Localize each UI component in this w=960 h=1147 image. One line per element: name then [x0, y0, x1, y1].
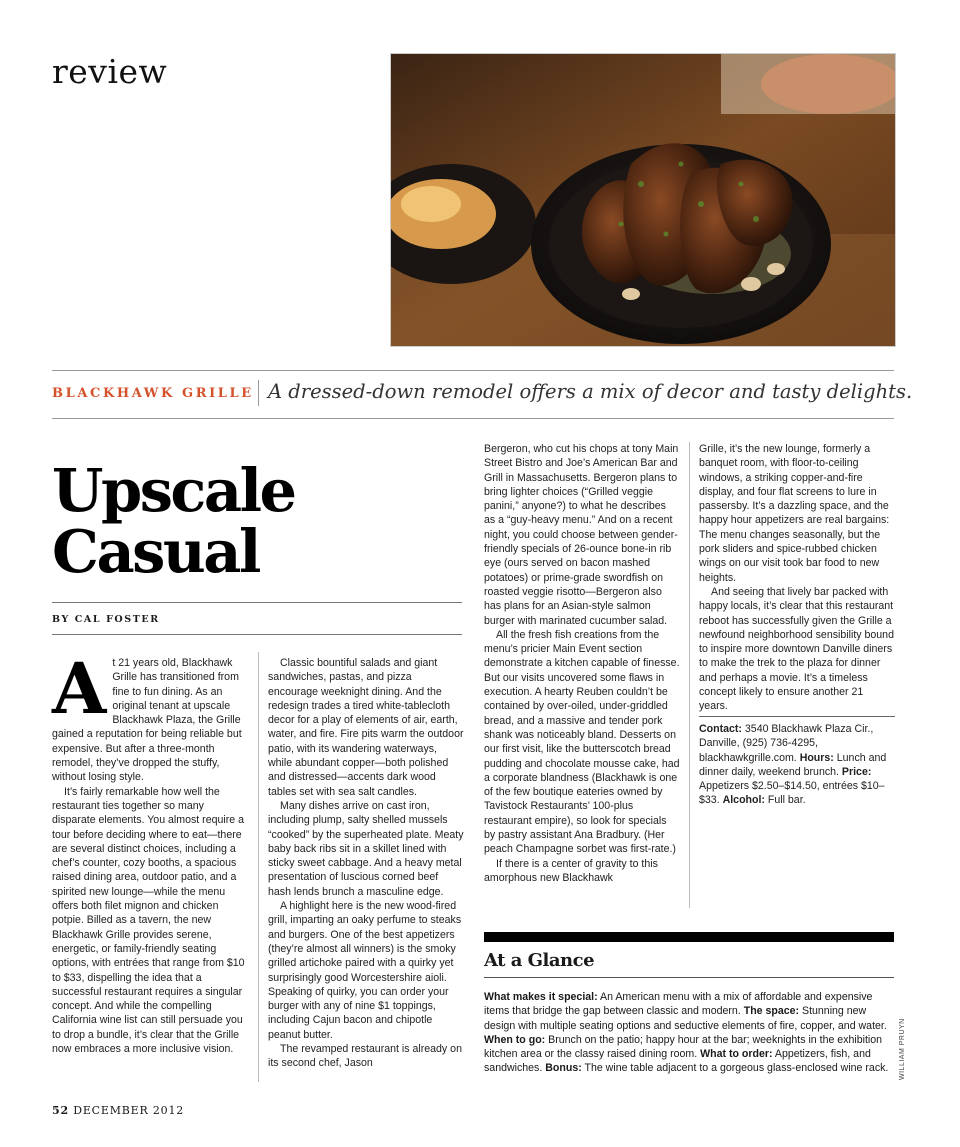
article-column-4 — [699, 442, 895, 714]
header-top-rule — [52, 370, 894, 371]
paragraph: t 21 years old, Blackhawk Grille has transitioned from fine to fun dining. As an original tenant at upscale Blackhawk Plaza, the Grille gained a reputation for being reliable but expensive. But after a three-month remodel, they’ve dropped the stuffy, without losing style. — [52, 657, 242, 784]
glance-text — [484, 990, 894, 1076]
restaurant-info — [699, 722, 895, 808]
glance-bar — [484, 932, 894, 942]
hours-label: Hours: — [799, 751, 834, 764]
contact-label: Contact: — [699, 723, 742, 735]
column-divider — [689, 442, 690, 908]
headline-line-1: Upscale — [52, 456, 295, 525]
glance-order-label: What to order: — [700, 1048, 773, 1061]
hours-value: Lunch and dinner daily, weekend brunch. — [699, 751, 887, 778]
price-label: Price: — [841, 765, 872, 778]
paragraph: Grille, it’s the new lounge, formerly a banquet room, with floor-to-ceiling windows, a striking copper-and-fire display, and four flat screens to lure in passersby. It’s a dazzling space, and the happy hour appetizers are real bargains: The menu changes seasonally, but the pork sliders and spice-rubbed chicken wings on our visit took bar food to new heights. — [699, 443, 890, 584]
contact-value: 3540 Blackhawk Plaza Cir., Danville, (925) 736-4295, blackhawkgrille.com. — [699, 723, 874, 764]
headline-line-2: Casual — [52, 517, 259, 586]
food-photo-image — [391, 54, 895, 346]
glance-title: At a Glance — [484, 950, 595, 971]
glance-when-label: When to go: — [484, 1033, 546, 1046]
article-column-2 — [268, 656, 464, 1071]
price-value: Appetizers $2.50–$14.50, entrées $10–$33. — [699, 780, 885, 807]
alcohol-label: Alcohol: — [722, 794, 765, 807]
page-number: 52 — [52, 1104, 69, 1117]
byline-top-rule — [52, 602, 462, 603]
header-bottom-rule — [52, 418, 894, 419]
glance-space: Stunning new design with multiple seating options and seductive elements of fire, copper, and water. — [484, 1005, 887, 1032]
glance-when: Brunch on the patio; happy hour at the bar; weeknights in the exhibition kitchen area or the classy raised dining room. — [484, 1033, 883, 1061]
glance-bonus-label: Bonus: — [545, 1062, 582, 1075]
article-column-3 — [484, 442, 680, 885]
paragraph: A highlight here is the new wood-fired grill, imparting an oaky perfume to steaks and burgers. One of the best appetizers (they’re almost all winners) is the smoky grilled artichoke paired with a quirky yet surprisingly good Worcestershire aioli. Speaking of quirky, you can order your burger with any of nine $1 toppings, including Cajun bacon and chipotle peanut butter. — [268, 900, 462, 1041]
photo-credit: WILLIAM PRUYN — [899, 1018, 906, 1080]
section-label: review — [52, 52, 168, 91]
byline-bottom-rule — [52, 634, 462, 635]
glance-special: An American menu with a mix of affordable and expensive items that bridge the gap between classic and modern. — [484, 991, 873, 1018]
column-gap — [474, 652, 475, 1082]
restaurant-kicker: BLACKHAWK GRILLE — [52, 386, 254, 401]
glance-space-label: The space: — [743, 1005, 800, 1018]
alcohol-value: Full bar. — [764, 794, 806, 807]
glance-order: Appetizers, fish, and sandwiches. — [484, 1048, 871, 1075]
article-column-1 — [52, 647, 248, 1056]
page-footer — [52, 1104, 184, 1117]
info-rule — [699, 716, 895, 717]
glance-bonus: The wine table adjacent to a gorgeous glass-enclosed wine rack. — [581, 1062, 889, 1075]
kicker-divider — [258, 380, 259, 406]
issue-date: DECEMBER 2012 — [73, 1104, 185, 1117]
paragraph: All the fresh fish creations from the menu’s pricier Main Event section demonstrate a kitchen capable of finesse. But our visits uncovered some flaws in execution. A hearty Reuben couldn’t be contained by over-oiled, under-griddled bread, and a massive and tender pork shank was noticeably bland. Desserts on our first visit, like the butterscotch bread pudding and chocolate mousse cake, had a corporate blandness (Blackhawk is one of the few boutique eateries owned by Tavistock Restaurants’ 100-plus restaurant empire), so look for specials by pastry assistant Ana Bradbury. (Her peach Champagne sorbet was first-rate.) — [484, 628, 680, 856]
article-headline — [52, 456, 295, 586]
drop-cap: A — [52, 647, 107, 730]
paragraph: Bergeron, who cut his chops at tony Main Street Bistro and Joe’s American Bar and Grill in Massachusetts. Bergeron plans to bring lighter choices (“Grilled veggie panini,” anyone?) to what he describes as a “guy-heavy menu.” And on a recent night, you could choose between gender-friendly specials of 26-ounce bone-in rib eye (ours served on bacon mashed potatoes) or prime-grade swordfish on roasted veggie risotto—Bergeron also has plans for an Asian-style salmon burger with marinated cucumber salad. — [484, 443, 679, 627]
byline: BY CAL FOSTER — [52, 614, 160, 625]
paragraph: Classic bountiful salads and giant sandwiches, pastas, and pizza encourage weeknight dining. And the redesign trades a tired white-tablecloth decor for a play of elements of air, earth, water, and fire. Fire pits warm the outdoor patio, with its wandering waterways, while abundant copper—both polished and distressed—accents dark wood tables set with sea salt candles. — [268, 657, 464, 798]
paragraph: The revamped restaurant is already on its second chef, Jason — [268, 1043, 462, 1070]
column-divider — [258, 652, 259, 1082]
glance-rule — [484, 977, 894, 978]
paragraph: It’s fairly remarkable how well the restaurant ties together so many disparate elements. You almost require a tour before deciding where to eat—there are several distinct choices, including a chef’s counter, cozy booths, a spacious raised dining area, outdoor patio, and a spirited new lounge—while the menu offers both filet mignon and chicken potpie. Billed as a tavern, the new Blackhawk Grille provides serene, energetic, or family-friendly seating options, with entrées that range from $10 to $33, dispelling the idea that a successful restaurant requires a singular concept. And while the compelling California wine list can still persuade you to drop a bundle, it’s clear that the Grille now embraces a more inclusive vision. — [52, 785, 245, 1056]
article-dek: A dressed-down remodel offers a mix of decor and tasty delights. — [268, 380, 913, 403]
paragraph: Many dishes arrive on cast iron, including plump, salty shelled mussels “cooked” by the superheated plate. Meaty baby back ribs sit in a skillet lined with sticky sweet cabbage. And a heavy metal presentation of luscious corned beef hash lends brunch a masculine edge. — [268, 799, 464, 898]
paragraph: And seeing that lively bar packed with happy locals, it’s clear that this restaurant reboot has successfully given the Grille a newfound neighborhood sensibility bound to inspire more downtown Danville diners to make the trek to the plaza for dinner and perhaps a movie. It’s a timeless concept likely to ensure another 21 years. — [699, 585, 894, 713]
paragraph: If there is a center of gravity to this amorphous new Blackhawk — [484, 857, 658, 884]
glance-special-label: What makes it special: — [484, 991, 598, 1003]
hero-photo — [390, 53, 896, 347]
